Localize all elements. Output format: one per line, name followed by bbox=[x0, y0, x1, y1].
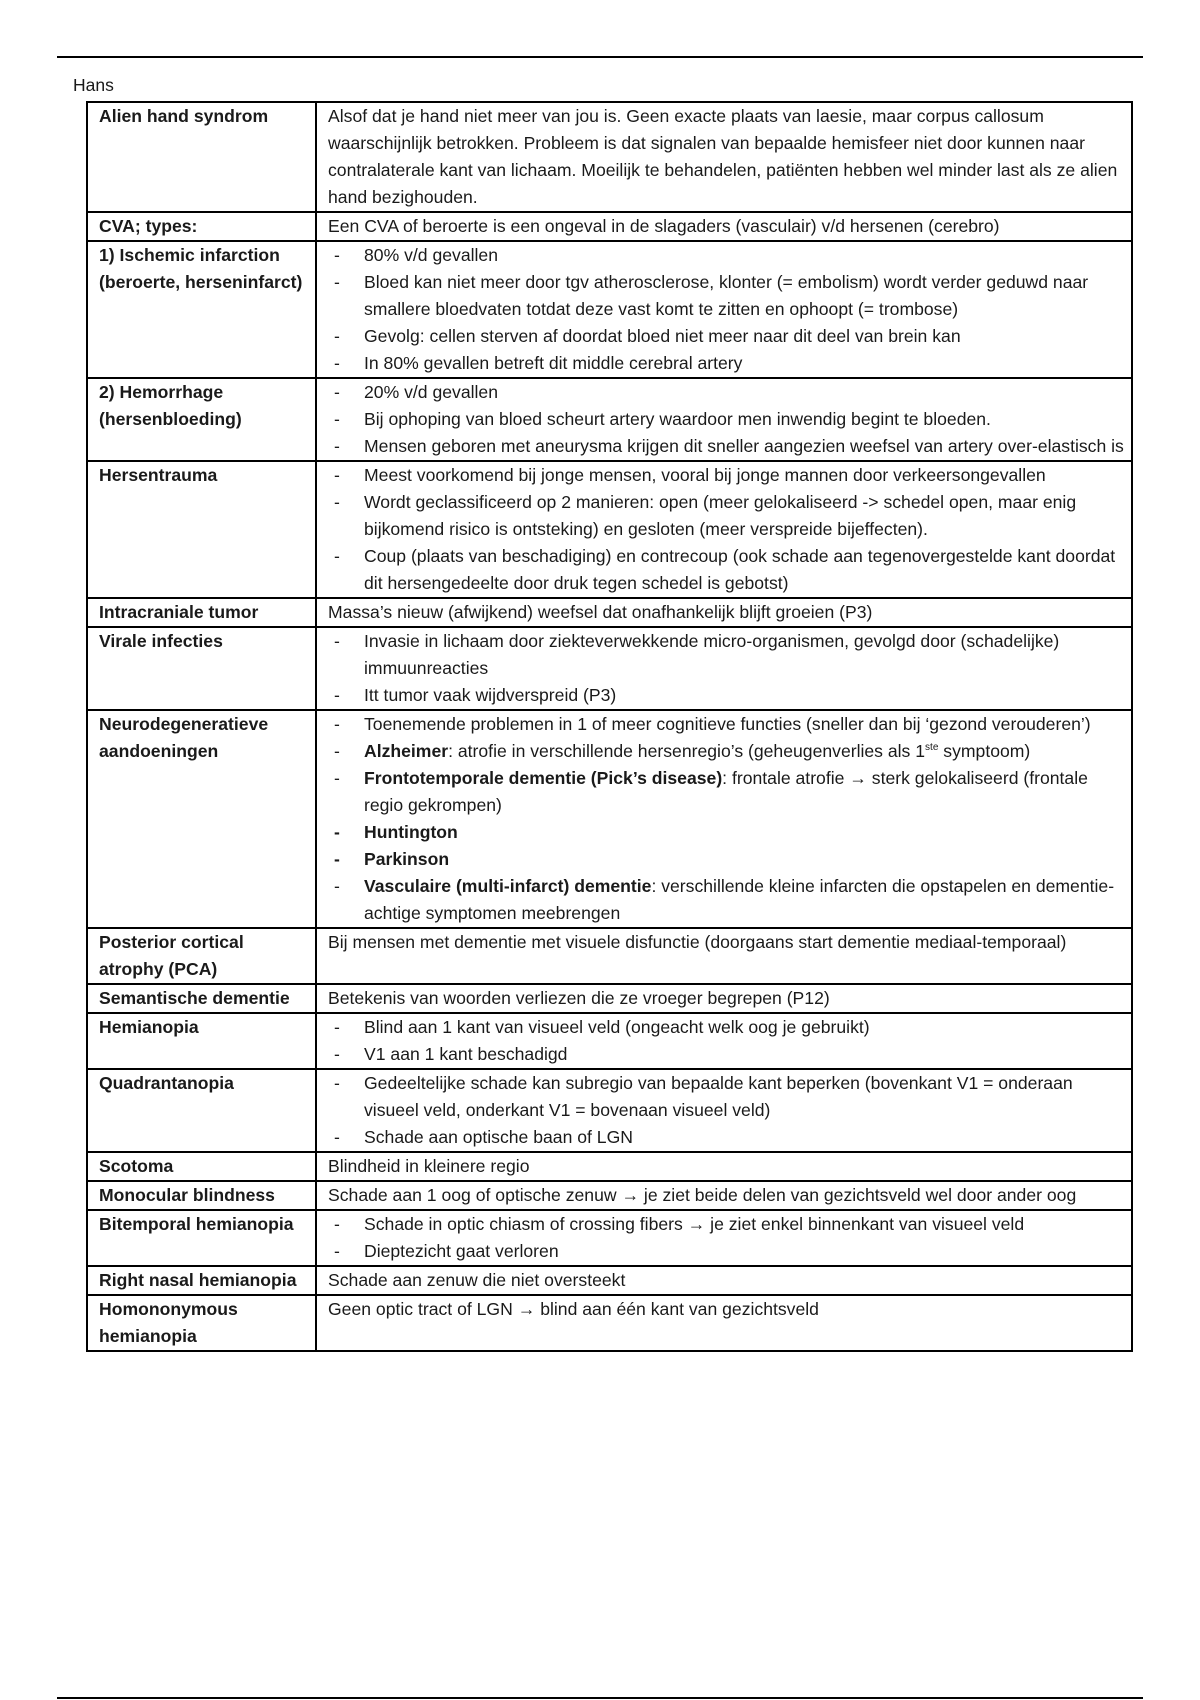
description-cell: Betekenis van woorden verliezen die ze vroeger begrepen (P12) bbox=[316, 984, 1132, 1013]
table-row bbox=[87, 212, 1132, 241]
description-cell bbox=[316, 1013, 1132, 1069]
item-bold-term: Frontotemporale dementie (Pick’s disease) bbox=[364, 768, 723, 788]
list-item: - 20% v/d gevallen bbox=[328, 379, 1129, 406]
description-cell: Geen optic tract of LGN → blind aan één kant van gezichtsveld bbox=[316, 1295, 1132, 1351]
description-cell: Een CVA of beroerte is een ongeval in de slagaders (vasculair) v/d hersenen (cerebro) bbox=[316, 212, 1132, 241]
list-item: - 80% v/d gevallen bbox=[328, 242, 1129, 269]
item-text: : atrofie in verschillende hersenregio’s (geheugenverlies als 1 bbox=[448, 741, 926, 761]
item-superscript: ste bbox=[925, 742, 939, 754]
description-cell: Alsof dat je hand niet meer van jou is. Geen exacte plaats van laesie, maar corpus callosum waarschijnlijk betrokken. Probleem is dat signalen van bepaalde hemisfeer niet door kunnen naar contralaterale kant van lichaam. Moeilijk te behandelen, patiënten hebben wel minder last als ze alien hand bezighouden. bbox=[316, 102, 1132, 212]
term-cell: Bitemporal hemianopia bbox=[87, 1210, 316, 1266]
table-row bbox=[87, 241, 1132, 378]
table-row bbox=[87, 378, 1132, 461]
list-item bbox=[328, 711, 1129, 738]
table-row bbox=[87, 1295, 1132, 1351]
table-row bbox=[87, 984, 1132, 1013]
list-item: - Gedeeltelijke schade kan subregio van bepaalde kant beperken (bovenkant V1 = onderaan visueel veld, onderkant V1 = bovenaan visueel veld) bbox=[328, 1070, 1129, 1124]
bullet-list bbox=[328, 711, 1129, 927]
term-cell: Intracraniale tumor bbox=[87, 598, 316, 627]
list-item: - Blind aan 1 kant van visueel veld (ongeacht welk oog je gebruikt) bbox=[328, 1014, 1129, 1041]
term-cell: Monocular blindness bbox=[87, 1181, 316, 1210]
term-cell: Scotoma bbox=[87, 1152, 316, 1181]
table-row bbox=[87, 461, 1132, 598]
list-item: - Mensen geboren met aneurysma krijgen dit sneller aangezien weefsel van artery over-elastisch is bbox=[328, 433, 1129, 460]
term-cell: 2) Hemorrhage (hersenbloeding) bbox=[87, 378, 316, 461]
item-bold-term: Vasculaire (multi-infarct) dementie bbox=[364, 876, 652, 896]
table-row bbox=[87, 102, 1132, 212]
bullet-list bbox=[328, 628, 1129, 709]
term-cell: Quadrantanopia bbox=[87, 1069, 316, 1152]
list-item bbox=[328, 819, 1129, 846]
term-cell: CVA; types: bbox=[87, 212, 316, 241]
table-row bbox=[87, 598, 1132, 627]
table-row bbox=[87, 710, 1132, 928]
list-item: - Meest voorkomend bij jonge mensen, vooral bij jonge mannen door verkeersongevallen bbox=[328, 462, 1129, 489]
item-bold-term: Parkinson bbox=[364, 849, 450, 869]
table-row bbox=[87, 1266, 1132, 1295]
item-bold-term: Alzheimer bbox=[364, 741, 449, 761]
bullet-list bbox=[328, 379, 1129, 460]
item-text: Toenemende problemen in 1 of meer cognitieve functies (sneller dan bij ‘gezond verouderen’) bbox=[364, 714, 1091, 734]
list-item bbox=[328, 846, 1129, 873]
list-item: - Wordt geclassificeerd op 2 manieren: open (meer gelokaliseerd -> schedel open, maar enig bijkomend risico is ontsteking) en gesloten (meer verspreide bijeffecten). bbox=[328, 489, 1129, 543]
table-row bbox=[87, 627, 1132, 710]
author-name: Hans bbox=[73, 75, 114, 95]
item-text: : frontale atrofie → sterk gelokaliseerd (frontale regio gekrompen) bbox=[364, 768, 1088, 815]
list-item: - Schade in optic chiasm of crossing fibers → je ziet enkel binnenkant van visueel veld bbox=[328, 1211, 1129, 1238]
table-row bbox=[87, 1210, 1132, 1266]
description-cell: Blindheid in kleinere regio bbox=[316, 1152, 1132, 1181]
item-bold-term: Huntington bbox=[364, 822, 458, 842]
list-item: - Schade aan optische baan of LGN bbox=[328, 1124, 1129, 1151]
list-item: - Gevolg: cellen sterven af doordat bloed niet meer naar dit deel van brein kan bbox=[328, 323, 1129, 350]
term-cell: Semantische dementie bbox=[87, 984, 316, 1013]
description-cell: Bij mensen met dementie met visuele disfunctie (doorgaans start dementie mediaal-temporaal) bbox=[316, 928, 1132, 984]
list-item: - V1 aan 1 kant beschadigd bbox=[328, 1041, 1129, 1068]
table-row bbox=[87, 1181, 1132, 1210]
description-cell bbox=[316, 627, 1132, 710]
term-cell: Virale infecties bbox=[87, 627, 316, 710]
description-cell: Schade aan zenuw die niet oversteekt bbox=[316, 1266, 1132, 1295]
term-cell: Posterior cortical atrophy (PCA) bbox=[87, 928, 316, 984]
term-cell: 1) Ischemic infarction (beroerte, herseninfarct) bbox=[87, 241, 316, 378]
item-text-after: symptoom) bbox=[938, 741, 1031, 761]
item-text: : verschillende kleine infarcten die opstapelen en dementie-achtige symptomen meebrengen bbox=[364, 876, 1115, 923]
description-cell bbox=[316, 710, 1132, 928]
list-item: - In 80% gevallen betreft dit middle cerebral artery bbox=[328, 350, 1129, 377]
list-item: - Itt tumor vaak wijdverspreid (P3) bbox=[328, 682, 1129, 709]
bullet-list bbox=[328, 242, 1129, 377]
term-cell: Right nasal hemianopia bbox=[87, 1266, 316, 1295]
description-cell: Schade aan 1 oog of optische zenuw → je ziet beide delen van gezichtsveld wel door ander oog bbox=[316, 1181, 1132, 1210]
term-cell: Neurodegeneratieve aandoeningen bbox=[87, 710, 316, 928]
definitions-table bbox=[86, 101, 1133, 1352]
list-item: - Coup (plaats van beschadiging) en contrecoup (ook schade aan tegenovergestelde kant doordat dit hersengedeelte door druk tegen schedel is gebotst) bbox=[328, 543, 1129, 597]
table-row bbox=[87, 1013, 1132, 1069]
list-item: - Dieptezicht gaat verloren bbox=[328, 1238, 1129, 1265]
list-item bbox=[328, 873, 1129, 927]
bullet-list bbox=[328, 1211, 1129, 1265]
term-cell: Homononymous hemianopia bbox=[87, 1295, 316, 1351]
table-row bbox=[87, 1069, 1132, 1152]
term-cell: Hersentrauma bbox=[87, 461, 316, 598]
description-cell bbox=[316, 461, 1132, 598]
bullet-list bbox=[328, 1014, 1129, 1068]
list-item bbox=[328, 738, 1129, 765]
description-cell bbox=[316, 1210, 1132, 1266]
list-item: - Bij ophoping van bloed scheurt artery waardoor men inwendig begint te bloeden. bbox=[328, 406, 1129, 433]
description-cell bbox=[316, 378, 1132, 461]
description-cell bbox=[316, 1069, 1132, 1152]
bullet-list bbox=[328, 462, 1129, 597]
header-rule bbox=[57, 56, 1143, 58]
term-cell: Hemianopia bbox=[87, 1013, 316, 1069]
list-item: - Bloed kan niet meer door tgv atherosclerose, klonter (= embolism) wordt verder geduwd naar smallere bloedvaten totdat deze vast komt te zitten en ophoopt (= trombose) bbox=[328, 269, 1129, 323]
list-item: - Invasie in lichaam door ziekteverwekkende micro-organismen, gevolgd door (schadelijke) immuunreacties bbox=[328, 628, 1129, 682]
bullet-list bbox=[328, 1070, 1129, 1151]
table-row bbox=[87, 1152, 1132, 1181]
description-cell: Massa’s nieuw (afwijkend) weefsel dat onafhankelijk blijft groeien (P3) bbox=[316, 598, 1132, 627]
list-item bbox=[328, 765, 1129, 819]
description-cell bbox=[316, 241, 1132, 378]
footer-rule bbox=[57, 1697, 1143, 1699]
term-cell: Alien hand syndrom bbox=[87, 102, 316, 212]
table-row bbox=[87, 928, 1132, 984]
